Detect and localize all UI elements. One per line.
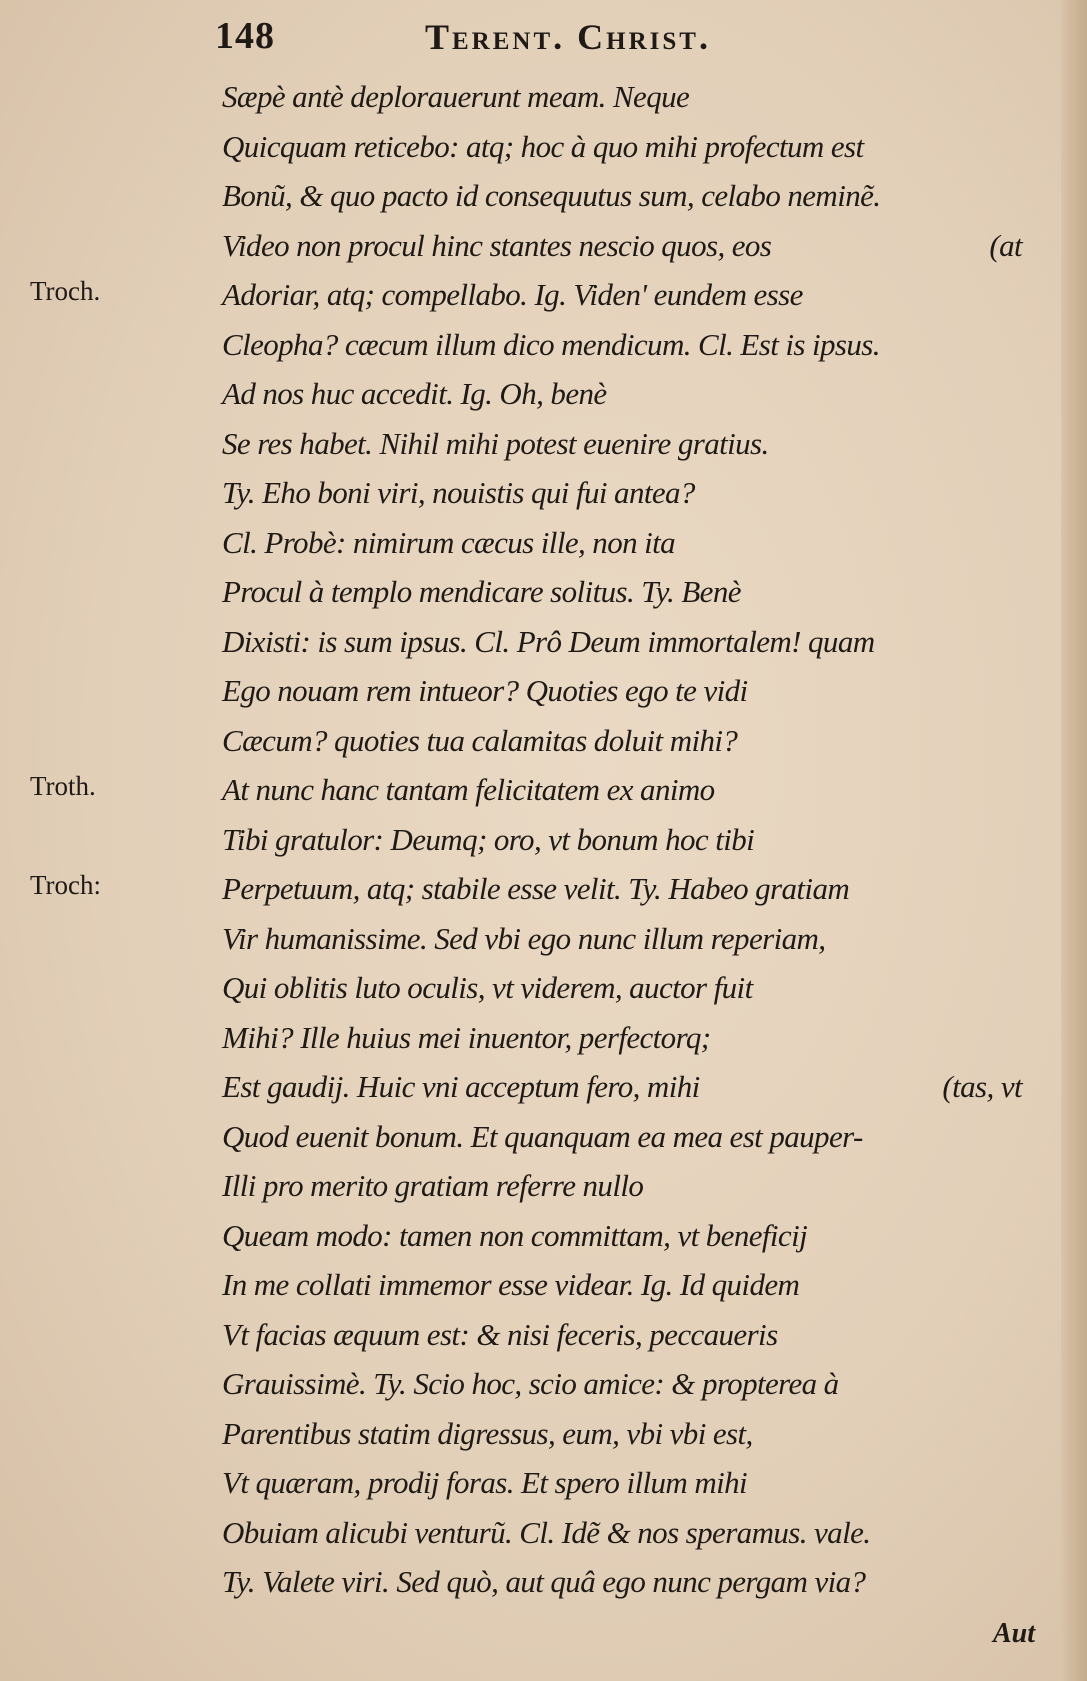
- verse-line-text: Est gaudij. Huic vni acceptum fero, mihi: [222, 1069, 700, 1104]
- page-header: [215, 14, 1035, 74]
- verse-line: [222, 419, 1062, 469]
- verse-line: [222, 320, 1062, 370]
- verse-line: [222, 1409, 1062, 1459]
- verse-line-text: Sæpè antè deplorauerunt meam. Neque: [222, 79, 690, 114]
- verse-line-text: Ty. Valete viri. Sed quò, aut quâ ego nunc pergam via?: [222, 1564, 866, 1599]
- verse-line: [222, 1260, 1062, 1310]
- verse-line-text: Tibi gratulor: Deumq; oro, vt bonum hoc tibi: [222, 821, 755, 857]
- verse-line-text: At nunc hanc tantam felicitatem ex animo: [222, 772, 715, 807]
- verse-line-text: Cleopha? cæcum illum dico mendicum. Cl. Est is ipsus.: [222, 326, 880, 362]
- verse-line-text: Ego nouam rem intueor? Quoties ego te vidi: [222, 673, 748, 708]
- verse-line: [222, 1508, 1062, 1558]
- verse-line-text: Video non procul hinc stantes nescio quos, eos: [222, 227, 772, 263]
- verse-line-text: Vir humanissime. Sed vbi ego nunc illum reperiam,: [222, 920, 826, 956]
- verse-line: [222, 567, 1062, 617]
- verse-line-text: Grauissimè. Ty. Scio hoc, scio amice: & propterea à: [222, 1366, 839, 1401]
- verse-line-text: Ty. Eho boni viri, nouistis qui fui antea?: [222, 475, 695, 510]
- verse-line: [222, 468, 1062, 518]
- verse-line: [222, 1458, 1062, 1508]
- margin-note: Troth.: [30, 771, 96, 801]
- verse-line-text: Procul à templo mendicare solitus. Ty. Benè: [222, 574, 741, 609]
- verse-line: [222, 1557, 1062, 1607]
- verse-line: [222, 518, 1062, 568]
- verse-line: [222, 1112, 1062, 1162]
- verse-line: [222, 963, 1062, 1013]
- verse-line-text: Ad nos huc accedit. Ig. Oh, benè: [222, 376, 607, 411]
- verse-line-text: Vt facias æquum est: & nisi feceris, peccaueris: [222, 1316, 778, 1352]
- verse-line: [222, 1013, 1062, 1063]
- verse-line: [222, 122, 1062, 172]
- verse-line: [222, 369, 1062, 419]
- verse-line: [222, 617, 1062, 667]
- turnover-text: (at: [989, 227, 1022, 263]
- verse-line: [222, 765, 1062, 815]
- verse-line-text: Cæcum? quoties tua calamitas doluit mihi?: [222, 722, 738, 758]
- verse-line: [222, 716, 1062, 766]
- verse-line-text: Quod euenit bonum. Et quanquam ea mea est pauper-: [222, 1118, 863, 1154]
- verse-line: [222, 171, 1062, 221]
- verse-line: [222, 221, 1062, 271]
- page-number: 148: [215, 15, 275, 57]
- verse-line-text: Cl. Probè: nimirum cæcus ille, non ita: [222, 524, 676, 560]
- margin-note: Troch:: [30, 870, 102, 900]
- verse-line-text: Bonũ, & quo pacto id consequutus sum, celabo neminẽ.: [222, 178, 881, 213]
- verse-line-text: Dixisti: is sum ipsus. Cl. Prô Deum immortalem! quam: [222, 623, 875, 659]
- verse-line: [222, 815, 1062, 865]
- verse-line-text: Mihi? Ille huius mei inuentor, perfectorq;: [222, 1019, 711, 1055]
- verse-line: [222, 666, 1062, 716]
- verse-line-text: Obuiam alicubi venturũ. Cl. Idẽ & nos speramus. vale.: [222, 1514, 871, 1550]
- verse-line: [222, 1211, 1062, 1261]
- verse-line-text: Perpetuum, atq; stabile esse velit. Ty. Habeo gratiam: [222, 871, 850, 906]
- verse-line-text: Qui oblitis luto oculis, vt viderem, auctor fuit: [222, 970, 753, 1005]
- verse-line-text: Queam modo: tamen non committam, vt beneficij: [222, 1217, 808, 1253]
- verse-line: [222, 270, 1062, 320]
- verse-line-text: Adoriar, atq; compellabo. Ig. Viden' eundem esse: [222, 277, 803, 312]
- verse-line: [222, 914, 1062, 964]
- verse-line: [222, 72, 1062, 122]
- verse-line: [222, 864, 1062, 914]
- page-gutter: [1061, 0, 1087, 1681]
- verse-line-text: Se res habet. Nihil mihi potest euenire gratius.: [222, 425, 769, 461]
- verse-line-text: Illi pro merito gratiam referre nullo: [222, 1168, 644, 1203]
- verse-line-text: Quicquam reticebo: atq; hoc à quo mihi profectum est: [222, 128, 864, 164]
- running-title: Terent. Christ.: [425, 17, 711, 57]
- turnover-text: (tas, vt: [942, 1069, 1022, 1104]
- verse-line: [222, 1359, 1062, 1409]
- catchword: Aut: [993, 1618, 1036, 1649]
- verse-line: [222, 1310, 1062, 1360]
- verse-block: [222, 72, 1062, 1607]
- verse-line-text: Vt quæram, prodij foras. Et spero illum mihi: [222, 1465, 748, 1500]
- verse-line: [222, 1161, 1062, 1211]
- verse-line-text: Parentibus statim digressus, eum, vbi vbi est,: [222, 1415, 753, 1451]
- verse-line: [222, 1062, 1062, 1112]
- margin-note: Troch.: [30, 276, 101, 306]
- verse-line-text: In me collati immemor esse videar. Ig. Id quidem: [222, 1267, 800, 1302]
